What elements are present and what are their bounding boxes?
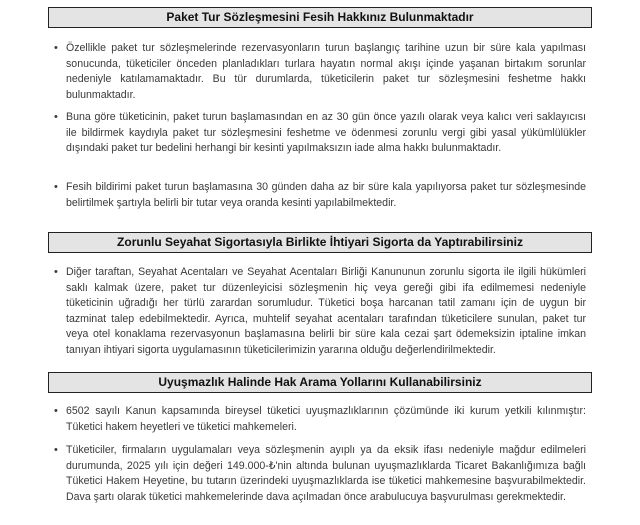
section-heading-uyusmazlik: Uyuşmazlık Halinde Hak Arama Yollarını Kullanabilirsiniz <box>48 372 592 393</box>
paragraph-sigorta: Diğer taraftan, Seyahat Acentaları ve Seyahat Acentaları Birliği Kanununun zorunlu sigorta ile ilgili hükümleri saklı kalmak üzere, paket tur düzenleyicisi sözleşmenin hiç veya gereği gibi ifa edilmemesi nedeniyle tüketicinin uğradığı her türlü zarardan sorumludur. Tüketici boşa harcanan tatil zamanı için de uygun bir tazminat talep edebilmektedir. Ayrıca, muhtelif seyahat acentaları tarafından tüketicilere sunulan, paket tur veya otel konaklama rezervasyonun başlamasına belirli bir süre kala cezai şart ödemeksizin iptaline imkan tanıyan ihtiyari sigorta uygulamasının tüketicilerimizin yararına olduğu değerlendirilmektedir. <box>66 266 586 356</box>
bullet-marker: • <box>54 266 58 278</box>
bullet-marker: • <box>54 181 58 193</box>
bullet-marker: • <box>54 42 58 54</box>
paragraph-uyusmazlik-kurumlar: 6502 sayılı Kanun kapsamında bireysel tüketici uyuşmazlıklarının çözümünde iki kurum yetkili kılınmıştır: Tüketici hakem heyetleri ve tüketici mahkemeleri. <box>66 405 586 433</box>
bullet-marker: • <box>54 405 58 417</box>
bullet-marker: • <box>54 444 58 456</box>
section-heading-sigorta: Zorunlu Seyahat Sigortasıyla Birlikte İhtiyari Sigorta da Yaptırabilirsiniz <box>48 232 592 253</box>
paragraph-fesih-30-days: Buna göre tüketicinin, paket turun başlamasından en az 30 gün önce yazılı olarak veya kalıcı veri saklayıcısı ile bildirmek kaydıyla paket tur sözleşmesini feshetme ve ödenmesi zorunlu vergi gibi yasal yükümlülükler dışındaki paket tur bedelini herhangi bir kesinti yapılmaksızın iade alma hakkı bulunmaktadır. <box>66 111 586 154</box>
bullet-marker: • <box>54 111 58 123</box>
paragraph-fesih-intro: Özellikle paket tur sözleşmelerinde rezervasyonların turun başlangıç tarihine uzun bir süre kala yapılması sonucunda, tüketiciler önceden planladıkları turlara hayatın normal akışı içinde yaşanan birtakım sorunlar nedeniyle katılamamaktadır. Bu tür durumlarda, tüketicilerin paket tur sözleşmesini feshetme hakkı bulunmaktadır. <box>66 42 586 101</box>
section-heading-fesih: Paket Tur Sözleşmesini Fesih Hakkınız Bulunmaktadır <box>48 7 592 28</box>
paragraph-fesih-deduction: Fesih bildirimi paket turun başlamasına 30 günden daha az bir süre kala yapılıyorsa paket tur sözleşmesinde belirtilmek şartıyla belirli bir tutar veya oranda kesinti yapılabilmektedir. <box>66 181 586 209</box>
paragraph-uyusmazlik-basvuru: Tüketiciler, firmaların uygulamaları veya sözleşmenin ayıplı ya da eksik ifası nedeniyle mağdur edilmeleri durumunda, 2025 yılı için değeri 149.000-₺'nin altında bulunan uyuşmazlıklarda Ticaret Bakanlığımıza bağlı Tüketici Hakem Heyetine, bu tutarın üzerindeki uyuşmazlıklarda ise tüketici mahkemesine başvurabilmektedir. Dava şartı olarak tüketici mahkemelerinde dava açılmadan önce arabulucuya başvurulması gerekmektedir. <box>66 444 586 503</box>
